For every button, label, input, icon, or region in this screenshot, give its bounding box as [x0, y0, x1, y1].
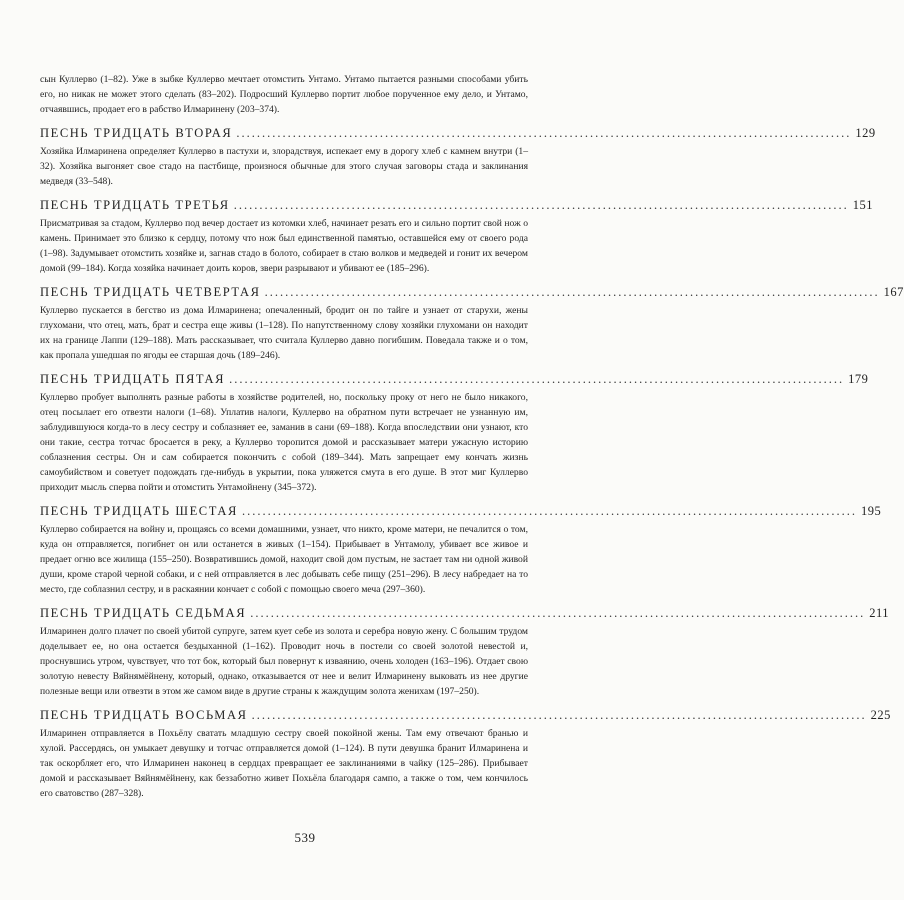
dot-leader: ........................................................................................................................ — [236, 126, 852, 140]
section-heading — [40, 503, 882, 519]
section-page-number: 211 — [869, 606, 890, 620]
section-heading — [40, 197, 873, 213]
section-title: ПЕСНЬ ТРИДЦАТЬ ПЯТАЯ — [40, 372, 226, 386]
dot-leader: ........................................................................................................................ — [251, 708, 867, 722]
section-heading — [40, 125, 876, 141]
section-33 — [40, 197, 873, 276]
dot-leader: ........................................................................................................................ — [250, 606, 866, 620]
dot-leader: ........................................................................................................................ — [264, 285, 880, 299]
section-heading — [40, 707, 891, 723]
dot-leader: ........................................................................................................................ — [233, 198, 849, 212]
section-summary: Присматривая за стадом, Куллерво под вечер достает из котомки хлеб, начинает резать его и сильно портит свой нож о камень. Принимает это близко к сердцу, потому что нож был единственной памятью, оставшейся ему от своего рода (1–98). Задумывает отомстить хозяйке и, загнав стадо в болото, собирает в стаю волков и медведей и гонит их вечером домой (99–184). Когда хозяйка начинает доить коров, звери разрывают и убивают ее (185–296). — [40, 218, 528, 274]
section-32 — [40, 125, 876, 189]
section-34 — [40, 284, 904, 363]
section-title: ПЕСНЬ ТРИДЦАТЬ ВТОРАЯ — [40, 126, 233, 140]
section-title: ПЕСНЬ ТРИДЦАТЬ ТРЕТЬЯ — [40, 198, 230, 212]
intro-paragraph: сын Куллерво (1–82). Уже в зыбке Куллерво мечтает отомстить Унтамо. Унтамо пытается разными способами убить его, но никак не может этого сделать (83–202). Подросший Куллерво портит любое порученное ему дело, и Унтамо, отчаявшись, продает его в рабство Илмаринену (203–374). — [40, 74, 528, 115]
section-38 — [40, 707, 891, 801]
section-title: ПЕСНЬ ТРИДЦАТЬ ВОСЬМАЯ — [40, 708, 248, 722]
section-summary: Куллерво собирается на войну и, прощаясь со всеми домашними, узнает, что никто, кроме матери, не печалится о том, куда он отправляется, погибнет он или останется в живых (1–154). Прибывает в Унтамолу, убивает все живое и предает огню все жилища (155–250). Возвратившись домой, находит свой дом пустым, не застает там ни одной живой души, кроме старой черной собаки, и с ней отправляется в лес добывать себе пищу (251–296). В лесу набредает на то место, где соблазнил сестру, и в раскаянии кончает с собой с помощью своего меча (297–360). — [40, 524, 528, 595]
section-35 — [40, 371, 869, 495]
section-title: ПЕСНЬ ТРИДЦАТЬ ЧЕТВЕРТАЯ — [40, 285, 261, 299]
section-37 — [40, 605, 890, 699]
dot-leader: ........................................................................................................................ — [229, 372, 845, 386]
section-page-number: 129 — [855, 126, 876, 140]
section-page-number: 225 — [870, 708, 891, 722]
section-heading — [40, 605, 890, 621]
section-page-number: 179 — [848, 372, 869, 386]
dot-leader: ........................................................................................................................ — [241, 504, 857, 518]
section-page-number: 167 — [883, 285, 904, 299]
section-heading — [40, 284, 904, 300]
section-summary: Илмаринен долго плачет по своей убитой супруге, затем кует себе из золота и серебра новую жену. С большим трудом доделывает ее, но она остается бездыханной (1–162). Проводит ночь в постели со своей золотой невестой и, проснувшись утром, чувствует, что тот бок, который был повернут к изваянию, очень холоден (163–196). Отдает свою золотую невесту Вяйнямёйнену, который, однако, отказывается от нее и велит Илмаринену выковать из нее другие полезные вещи или отвезти в этом же самом виде в другие страны к жаждущим золота женихам (197–250). — [40, 626, 528, 697]
section-page-number: 151 — [852, 198, 873, 212]
page-number: 539 — [294, 830, 316, 845]
section-summary: Хозяйка Илмаринена определяет Куллерво в пастухи и, злорадствуя, испекает ему в дорогу хлеб с камнем внутри (1–32). Хозяйка выгоняет свое стадо на пастбище, произнося обычные для этого случая заговоры стада и заклинания медведя (33–548). — [40, 146, 528, 187]
section-summary: Илмаринен отправляется в Похьёлу сватать младшую сестру своей покойной жены. Там ему отвечают бранью и хулой. Рассердясь, он умыкает девушку и тотчас отправляется домой (1–124). В пути девушка бранит Илмаринена и так оскорбляет его, что Илмаринен наконец в сердцах превращает ее заклинаниями в чайку (125–286). Прибывает домой и рассказывает Вяйнямёйнену, как беззаботно живет Похьёла благодаря сампо, а также о том, чем кончилось его сватовство (287–328). — [40, 728, 528, 799]
section-heading — [40, 371, 869, 387]
section-title: ПЕСНЬ ТРИДЦАТЬ СЕДЬМАЯ — [40, 606, 247, 620]
section-36 — [40, 503, 882, 597]
section-summary: Куллерво пробует выполнять разные работы в хозяйстве родителей, но, поскольку проку от него не было никакого, отец посылает его отвезти налоги (1–68). Уплатив налоги, Куллерво на обратном пути встречает не узнанную им, заблудившуюся когда-то в лесу сестру и соблазняет ее, заманив в сани (69–188). Когда впоследствии они узнают, кто они такие, сестра тотчас бросается в реку, а Куллерво торопится домой и рассказывает матери ужасную историю соблазнения сестры. Он и сам собирается покончить с собой (189–344). Мать запрещает ему кончать жизнь самоубийством и советует подождать где-нибудь в укрытии, пока уляжется смута в его душе. В этот миг Куллерво приходит мысль сперва пойти и отомстить Унтамойнену (345–372). — [40, 392, 528, 493]
section-summary: Куллерво пускается в бегство из дома Илмаринена; опечаленный, бродит он по тайге и узнает от старухи, жены глухомани, что отец, мать, брат и сестра еще живы (1–128). По напутственному слову хозяйки глухомани он находит их на границе Лаппи (129–188). Мать рассказывает, что считала Куллерво давно погибшим. Поведала также и о том, как пропала ушедшая по ягоды ее старшая дочь (189–246). — [40, 305, 528, 361]
section-title: ПЕСНЬ ТРИДЦАТЬ ШЕСТАЯ — [40, 504, 238, 518]
section-page-number: 195 — [860, 504, 882, 518]
